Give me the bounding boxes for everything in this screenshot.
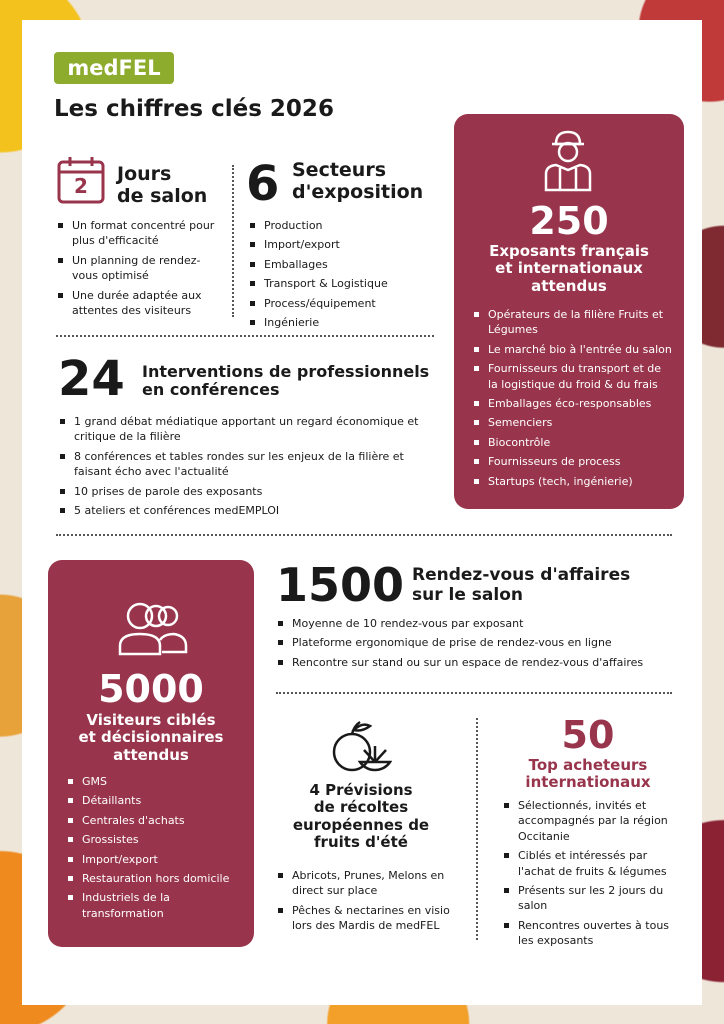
jours-label-1: Jours — [117, 163, 172, 185]
list-item: Biocontrôle — [472, 435, 672, 450]
secteurs-heading — [292, 160, 423, 204]
list-item: Restauration hors domicile — [66, 871, 246, 886]
list-item: Process/équipement — [248, 296, 438, 311]
page-title: Les chiffres clés 2026 — [54, 96, 334, 122]
list-item: Une durée adaptée aux attentes des visiteurs — [56, 288, 221, 319]
list-item: Ciblés et intéressés par l'achat de fruits & légumes — [502, 848, 682, 879]
list-item: Emballages — [248, 257, 438, 272]
visiteurs-number: 5000 — [98, 667, 204, 711]
divider-vertical — [232, 165, 234, 317]
list-item: Le marché bio à l'entrée du salon — [472, 342, 672, 357]
worker-icon — [540, 128, 596, 192]
rendezvous-list — [276, 616, 676, 674]
list-item: Import/export — [66, 852, 246, 867]
exposants-label-1: Exposants français — [489, 242, 649, 260]
fruit-orange-icon — [330, 718, 392, 776]
previsions-label-3: européennes de — [292, 815, 430, 834]
interventions-label-1: Interventions de professionnels — [142, 362, 430, 381]
list-item: Un format concentré pour plus d'efficacité — [56, 218, 221, 249]
list-item: Plateforme ergonomique de prise de rendez-vous en ligne — [276, 635, 676, 650]
list-item: GMS — [66, 774, 246, 789]
list-item: Fournisseurs de process — [472, 454, 672, 469]
list-item: Grossistes — [66, 832, 246, 847]
visiteurs-label-3: attendus — [113, 745, 189, 764]
previsions-label-2: de récoltes — [313, 798, 409, 817]
interventions-label-2: en conférences — [142, 380, 280, 400]
list-item: Startups (tech, ingénierie) — [472, 474, 672, 489]
acheteurs-list — [502, 798, 682, 953]
rendezvous-label-2: sur le salon — [412, 584, 523, 605]
interventions-heading — [142, 363, 429, 400]
interventions-list — [58, 414, 430, 522]
acheteurs-number: 50 — [561, 713, 615, 757]
jours-list — [56, 218, 221, 322]
list-item: Semenciers — [472, 415, 672, 430]
rendezvous-number: 1500 — [276, 558, 405, 612]
divider-horizontal — [56, 534, 672, 536]
list-item: Détaillants — [66, 793, 246, 808]
acheteurs-heading — [496, 757, 680, 792]
rendezvous-label-1: Rendez-vous d'affaires — [412, 565, 631, 585]
acheteurs-label-1: Top acheteurs — [528, 756, 648, 774]
jours-label-2: de salon — [117, 184, 208, 207]
list-item: Centrales d'achats — [66, 813, 246, 828]
exposants-label-3: attendus — [531, 276, 607, 295]
rendezvous-heading — [412, 566, 630, 605]
list-item: 8 conférences et tables rondes sur les enjeux de la filière et faisant écho avec l'actualité — [58, 449, 430, 480]
visiteurs-list — [66, 774, 246, 925]
calendar-digit: 2 — [74, 174, 88, 198]
secteurs-number: 6 — [246, 156, 280, 212]
list-item: Sélectionnés, invités et accompagnés par la région Occitanie — [502, 798, 682, 844]
list-item: Pêches & nectarines en visio lors des Mardis de medFEL — [276, 903, 460, 934]
acheteurs-label-2: internationaux — [525, 773, 651, 792]
visiteurs-label-2: et décisionnaires — [78, 728, 224, 747]
list-item: 10 prises de parole des exposants — [58, 484, 430, 499]
list-item: Emballages éco-responsables — [472, 396, 672, 411]
divider-horizontal — [56, 335, 434, 337]
list-item: Un planning de rendez-vous optimisé — [56, 253, 221, 284]
list-item: 5 ateliers et conférences medEMPLOI — [58, 503, 430, 518]
divider-vertical — [476, 718, 478, 940]
list-item: Abricots, Prunes, Melons en direct sur place — [276, 868, 460, 899]
visiteurs-heading — [52, 712, 250, 764]
exposants-label-2: et internationaux — [495, 259, 643, 278]
jours-heading — [117, 164, 207, 208]
list-item: Production — [248, 218, 438, 233]
exposants-list — [472, 307, 672, 493]
list-item: Présents sur les 2 jours du salon — [502, 883, 682, 914]
medfel-logo: medFEL — [54, 52, 174, 84]
list-item: Rencontres ouvertes à tous les exposants — [502, 918, 682, 949]
secteurs-label-2: d'exposition — [292, 180, 424, 203]
exposants-number: 250 — [529, 199, 609, 243]
list-item: Opérateurs de la filière Fruits et Légumes — [472, 307, 672, 338]
visiteurs-label-1: Visiteurs ciblés — [86, 711, 216, 729]
divider-horizontal — [276, 692, 672, 694]
list-item: 1 grand débat médiatique apportant un regard économique et critique de la filière — [58, 414, 430, 445]
previsions-list — [276, 868, 460, 938]
previsions-label-4: fruits d'été — [314, 832, 408, 851]
list-item: Industriels de la transformation — [66, 890, 246, 921]
secteurs-label-1: Secteurs — [292, 159, 387, 181]
previsions-heading — [282, 782, 440, 851]
list-item: Ingénierie — [248, 315, 438, 330]
list-item: Rencontre sur stand ou sur un espace de rendez-vous d'affaires — [276, 655, 676, 670]
visitors-group-icon — [116, 596, 190, 656]
exposants-heading — [460, 243, 678, 295]
list-item: Transport & Logistique — [248, 276, 438, 291]
list-item: Fournisseurs du transport et de la logistique du froid & du frais — [472, 361, 672, 392]
list-item: Import/export — [248, 237, 438, 252]
secteurs-list — [248, 218, 438, 334]
previsions-label-1: 4 Prévisions — [309, 781, 413, 799]
list-item: Moyenne de 10 rendez-vous par exposant — [276, 616, 676, 631]
interventions-number: 24 — [58, 351, 125, 407]
